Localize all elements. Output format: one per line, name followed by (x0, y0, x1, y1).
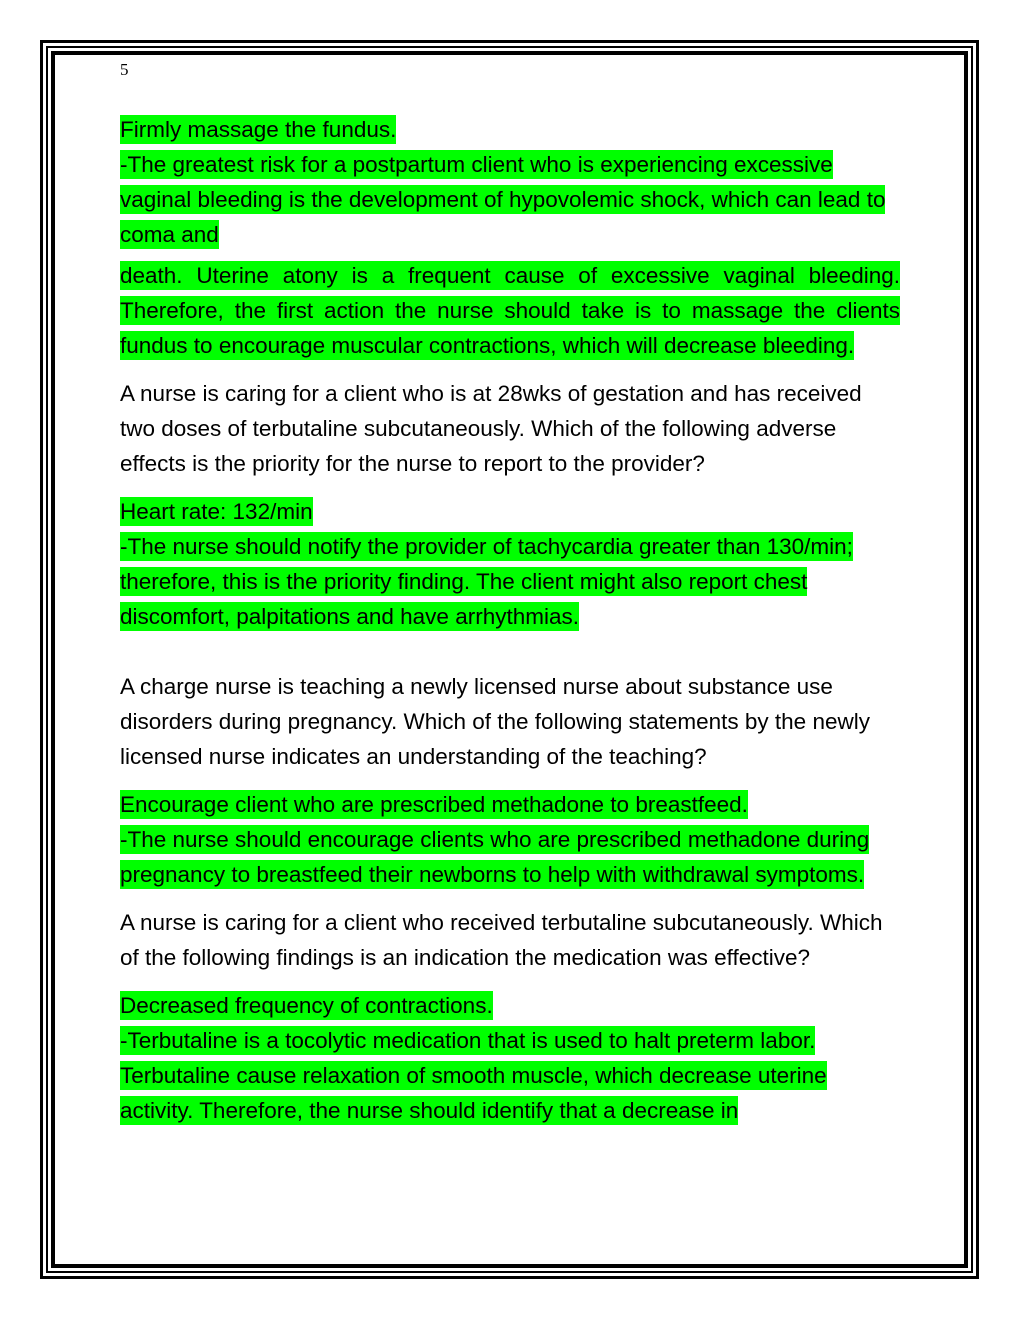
answer-block-1 (120, 112, 900, 363)
page-number: 5 (120, 60, 129, 79)
rationale-text: -The nurse should encourage clients who are prescribed methadone during pregnancy to breastfeed their newborns to help with withdrawal symptoms. (120, 827, 870, 887)
answer-block-2 (120, 494, 900, 634)
rationale-text: -Terbutaline is a tocolytic medication that is used to halt preterm labor. Terbutaline cause relaxation of smooth muscle, which decrease uterine activity. Therefore, the nurse should identify that a decrease in (120, 1028, 827, 1123)
rationale-text: -The nurse should notify the provider of tachycardia greater than 130/min; therefore, this is the priority finding. The client might also report chest discomfort, palpitations and have arrhythmias. (120, 534, 853, 629)
question-text: A nurse is caring for a client who received terbutaline subcutaneously. Which of the following findings is an indication the medication was effective? (120, 910, 883, 970)
rationale-text: death. Uterine atony is a frequent cause of excessive vaginal bleeding. Therefore, the first action the nurse should take is to massage the clients fundus to encourage muscular contractions, which will decrease bleeding. (120, 263, 900, 358)
question-text: A charge nurse is teaching a newly licensed nurse about substance use disorders during pregnancy. Which of the following statements by the newly licensed nurse indicates an understanding of the teaching? (120, 674, 870, 769)
answer-text: Firmly massage the fundus. (120, 117, 397, 142)
rationale-text: -The greatest risk for a postpartum client who is experiencing excessive vaginal bleeding is the development of hypovolemic shock, which can lead to coma and (120, 152, 886, 247)
spacer (120, 647, 900, 669)
answer-block-3 (120, 787, 900, 892)
answer-text: Decreased frequency of contractions. (120, 993, 493, 1018)
answer-text: Heart rate: 132/min (120, 499, 313, 524)
question-text: A nurse is caring for a client who is at 28wks of gestation and has received two doses of terbutaline subcutaneously. Which of the following adverse effects is the priority for the nurse to report to the provider? (120, 381, 862, 476)
answer-text: Encourage client who are prescribed methadone to breastfeed. (120, 792, 748, 817)
answer-block-4 (120, 988, 900, 1128)
document-body (120, 112, 900, 1264)
